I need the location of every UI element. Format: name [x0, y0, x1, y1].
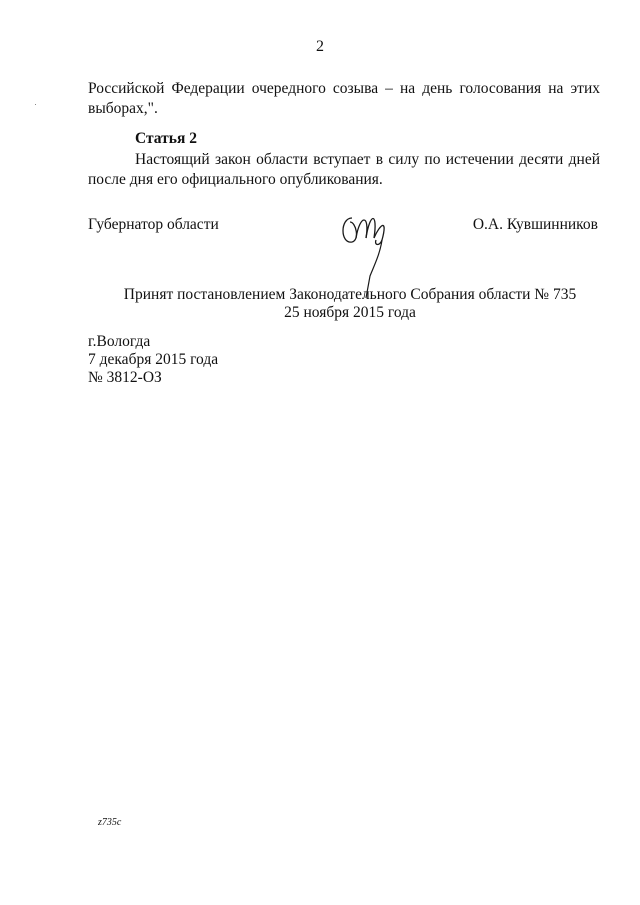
- article-heading: Статья 2: [135, 130, 197, 147]
- adoption-date: 25 ноября 2015 года: [284, 304, 416, 321]
- previous-paragraph-ending: Российской Федерации очередного созыва – на день голосования на этих выборах,".: [88, 80, 600, 117]
- signing-city: г.Вологда: [88, 333, 151, 350]
- adoption-statement: Принят постановлением Законодательного Собрания области № 735: [123, 286, 577, 303]
- page-number: 2: [316, 38, 324, 55]
- scan-speck: [35, 104, 36, 105]
- signer-title: Губернатор области: [88, 216, 219, 233]
- article-text: Настоящий закон области вступает в силу по истечении десяти дней после дня его официального опубликования.: [88, 151, 600, 188]
- law-number: № 3812-ОЗ: [88, 369, 162, 386]
- signing-date: 7 декабря 2015 года: [88, 351, 219, 368]
- footer-code: z735c: [98, 817, 122, 828]
- signer-name: О.А. Кувшинников: [472, 216, 598, 233]
